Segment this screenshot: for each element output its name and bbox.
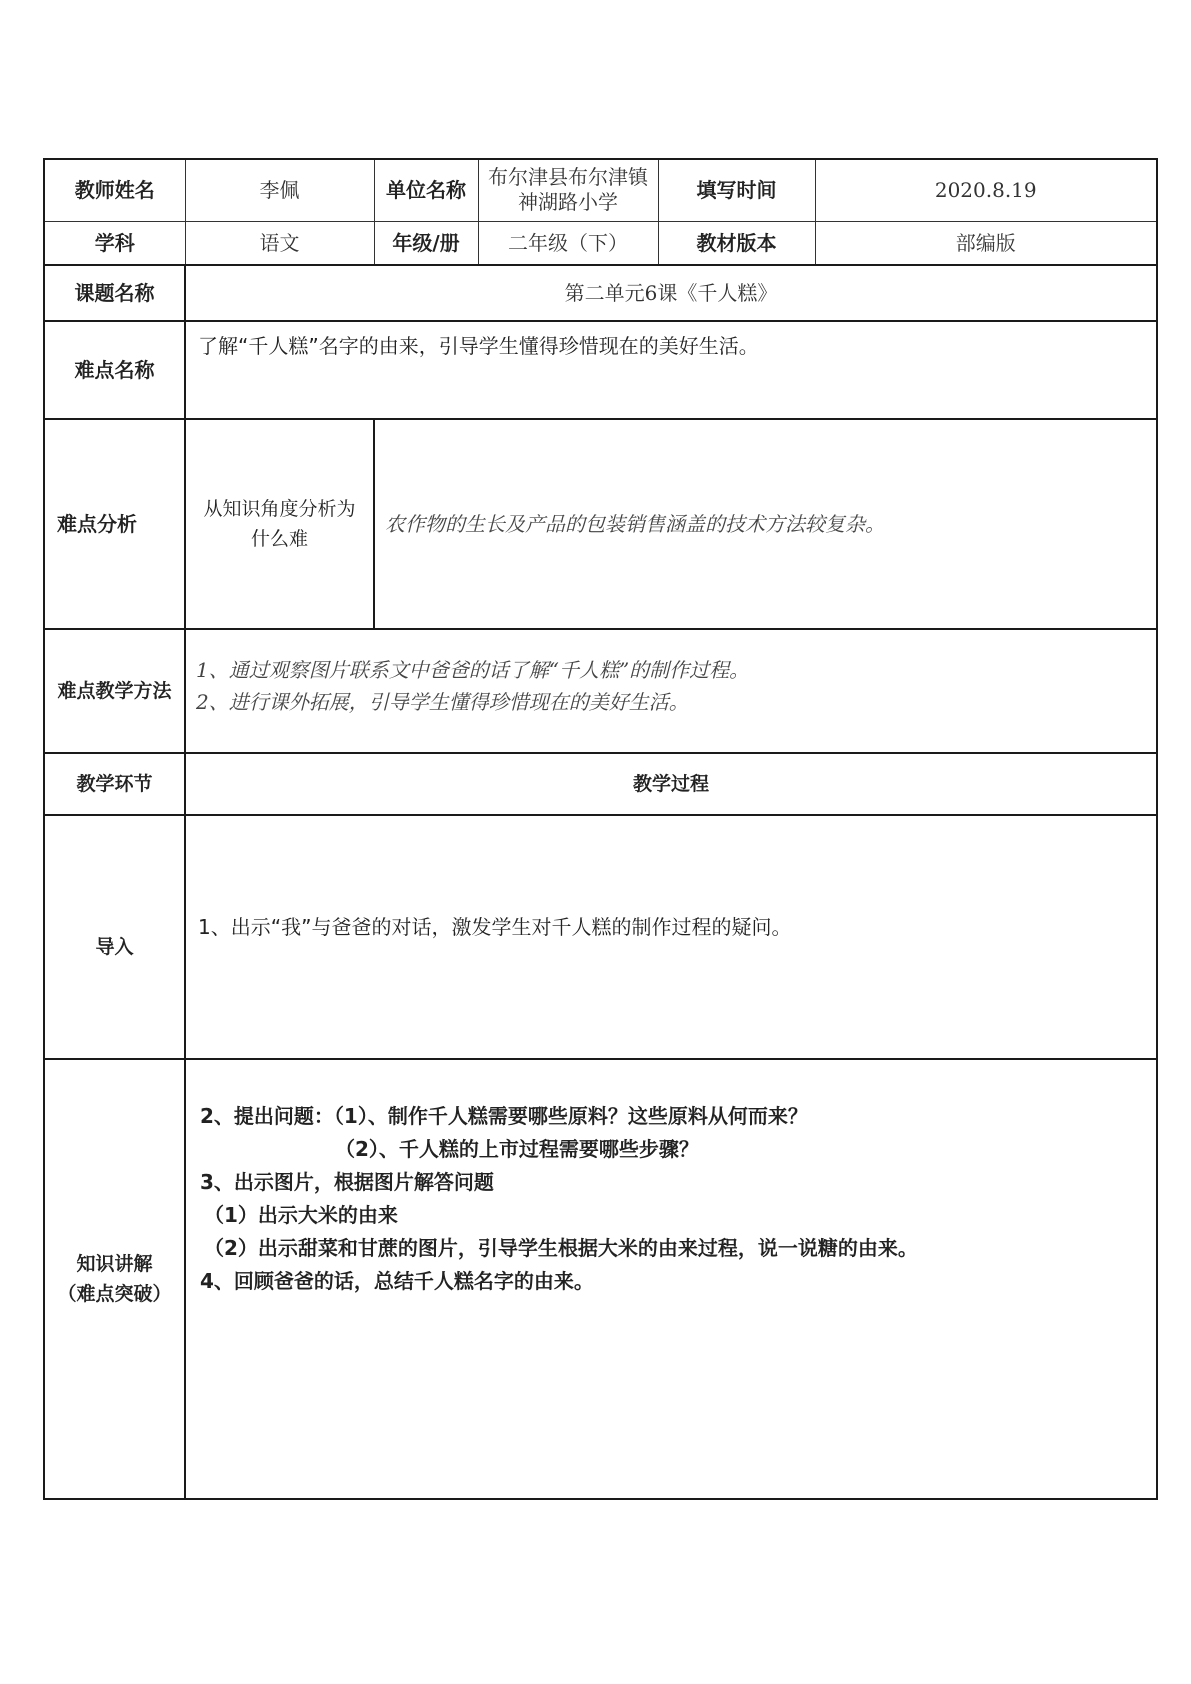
process-header-row [44, 753, 1157, 815]
knowledge-line-1: 2、提出问题：（1）、制作千人糕需要哪些原料？这些原料从何而来？ [200, 1104, 808, 1128]
unit-name-value [478, 159, 658, 221]
difficulty-analysis-label: 难点分析 [44, 419, 185, 629]
subject-label: 学科 [44, 221, 185, 265]
difficulty-analysis-value: 农作物的生长及产品的包装销售涵盖的技术方法较复杂。 [374, 419, 1157, 629]
knowledge-line-2: （2）、千人糕的上市过程需要哪些步骤？ [335, 1137, 699, 1161]
lesson-plan-table [43, 158, 1158, 1500]
process-label: 教学过程 [185, 753, 1157, 815]
difficulty-name-row [44, 321, 1157, 419]
edition-label: 教材版本 [658, 221, 815, 265]
knowledge-line-5: （2）出示甜菜和甘蔗的图片，引导学生根据大米的由来过程，说一说糖的由来。 [204, 1236, 918, 1260]
edition-value: 部编版 [815, 221, 1157, 265]
topic-value: 第二单元6课《千人糕》 [185, 265, 1157, 321]
stage-label: 教学环节 [44, 753, 185, 815]
knowledge-label-line1: 知识讲解 [76, 1252, 153, 1275]
topic-label: 课题名称 [44, 265, 185, 321]
unit-name-line1: 布尔津县布尔津镇 [488, 165, 648, 190]
intro-label: 导入 [44, 815, 185, 1059]
knowledge-line-3: 3、出示图片，根据图片解答问题 [200, 1170, 494, 1194]
knowledge-line-4: （1）出示大米的由来 [204, 1203, 398, 1227]
topic-row [44, 265, 1157, 321]
knowledge-label [44, 1059, 185, 1499]
teacher-name-value: 李佩 [185, 159, 374, 221]
difficulty-analysis-sublabel [185, 419, 374, 629]
difficulty-analysis-sublabel-line2: 什么难 [250, 528, 308, 550]
header-row [44, 159, 1157, 221]
intro-row [44, 815, 1157, 1059]
difficulty-analysis-row [44, 419, 1157, 629]
unit-name-label: 单位名称 [374, 159, 478, 221]
date-label: 填写时间 [658, 159, 815, 221]
knowledge-label-line2: （难点突破） [57, 1283, 172, 1305]
subject-row [44, 221, 1157, 265]
teaching-method-label: 难点教学方法 [44, 629, 185, 753]
teaching-method-row [44, 629, 1157, 753]
teaching-method-item-1: 1、通过观察图片联系文中爸爸的话了解“千人糕”的制作过程。 [196, 658, 750, 682]
teaching-method-item-2: 2、进行课外拓展，引导学生懂得珍惜现在的美好生活。 [196, 690, 689, 714]
teaching-method-value [185, 629, 1157, 753]
difficulty-name-label: 难点名称 [44, 321, 185, 419]
subject-value: 语文 [185, 221, 374, 265]
lesson-plan-form [43, 158, 1156, 1500]
knowledge-value [185, 1059, 1157, 1499]
intro-value: 1、出示“我”与爸爸的对话，激发学生对千人糕的制作过程的疑问。 [185, 815, 1157, 1059]
grade-value: 二年级（下） [478, 221, 658, 265]
grade-label: 年级/册 [374, 221, 478, 265]
knowledge-line-6: 4、回顾爸爸的话，总结千人糕名字的由来。 [200, 1269, 594, 1293]
difficulty-name-value: 了解“千人糕”名字的由来，引导学生懂得珍惜现在的美好生活。 [185, 321, 1157, 419]
difficulty-analysis-sublabel-line1: 从知识角度分析为 [203, 497, 356, 520]
knowledge-row [44, 1059, 1157, 1499]
unit-name-line2: 神湖路小学 [518, 190, 618, 215]
teacher-name-label: 教师姓名 [44, 159, 185, 221]
date-value: 2020.8.19 [815, 159, 1157, 221]
